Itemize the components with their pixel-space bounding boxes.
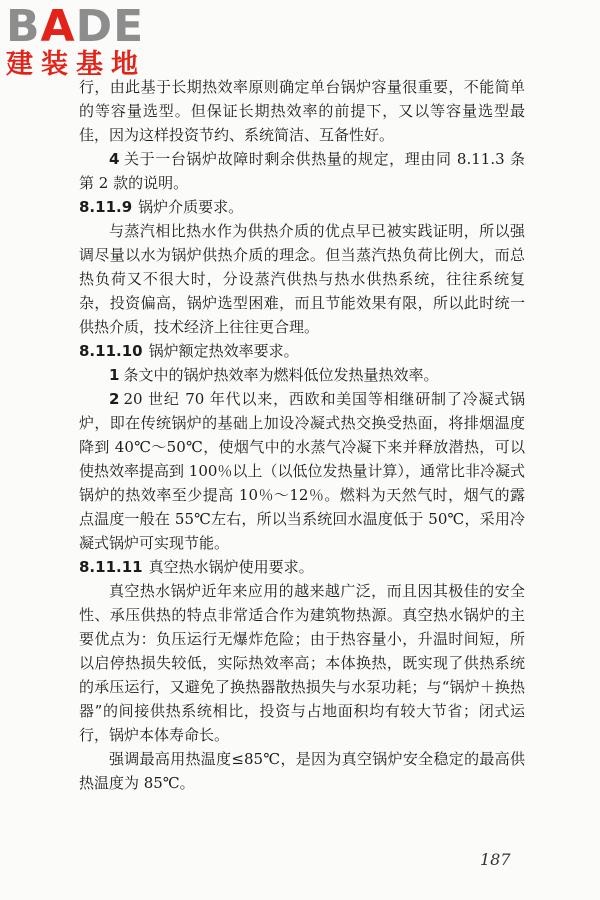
page-number: 187 [480, 850, 511, 869]
logo-letter-a: A [40, 1, 76, 52]
paragraph-continued: 行，由此基于长期热效率原则确定单台锅炉容量很重要，不能简单的等容量选型。但保证长期热效率的前提下，又以等容量选型最佳，因为这样投资节约、系统简洁、互备性好。 [79, 78, 525, 144]
item-text: 条文中的锅炉热效率为燃料低位发热量热效率。 [123, 366, 439, 384]
item-number: 2 [109, 390, 120, 408]
section-heading-8-11-9 [79, 195, 525, 219]
paragraph-item-1 [79, 363, 525, 387]
item-number: 1 [109, 366, 120, 384]
section-heading-8-11-11 [79, 555, 525, 579]
item-number: 4 [109, 150, 120, 168]
item-text: 20 世纪 70 年代以来，西欧和美国等相继研制了冷凝式锅炉，即在传统锅炉的基础上加设冷凝式热交换受热面，将排烟温度降到 40℃～50℃，使烟气中的水蒸气冷凝下来并释放潜热，可以使热效率提高到 100％以上（以低位发热量计算），通常比非冷凝式锅炉的热效率至少提高 10％～12％。燃料为天然气时，烟气的露点温度一般在 55℃左右，所以当系统回水温度低于 50℃，采用冷凝式锅炉可实现节能。 [79, 390, 525, 552]
logo [6, 1, 176, 80]
section-number: 8.11.9 [79, 198, 133, 216]
logo-letters-de: DE [75, 1, 145, 52]
item-text: 关于一台锅炉故障时剩余供热量的规定，理由同 8.11.3 条第 2 款的说明。 [79, 150, 525, 192]
paragraph-vacuum-boiler: 真空热水锅炉近年来应用的越来越广泛，而且因其极佳的安全性、承压供热的特点非常适合作为建筑物热源。真空热水锅炉的主要优点为：负压运行无爆炸危险；由于热容量小，升温时间短，所以启停热损失较低，实际热效率高；本体换热，既实现了供热系统的承压运行，又避免了换热器散热损失与水泵功耗；与“锅炉＋换热器”的间接供热系统相比，投资与占地面积均有较大节省；闭式运行，锅炉本体寿命长。 [79, 582, 525, 744]
section-title: 真空热水锅炉使用要求。 [148, 558, 314, 576]
logo-letter-b: B [6, 1, 41, 52]
section-number: 8.11.10 [79, 342, 143, 360]
paragraph-max-temperature: 强调最高用热温度≤85℃，是因为真空锅炉安全稳定的最高供热温度为 85℃。 [79, 750, 525, 792]
page-content [79, 75, 525, 795]
section-title: 锅炉介质要求。 [138, 198, 244, 216]
logo-subtitle: 建装基地 [6, 49, 146, 80]
section-title: 锅炉额定热效率要求。 [148, 342, 299, 360]
section-heading-8-11-10 [79, 339, 525, 363]
logo-wordmark [6, 1, 176, 52]
paragraph-item-2 [79, 387, 525, 555]
section-number: 8.11.11 [79, 558, 143, 576]
paragraph-medium: 与蒸汽相比热水作为供热介质的优点早已被实践证明，所以强调尽量以水为锅炉供热介质的理念。但当蒸汽热负荷比例大，而总热负荷又不很大时，分设蒸汽供热与热水供热系统，往往系统复杂，投资偏高，锅炉选型困难，而且节能效果有限，所以此时统一供热介质，技术经济上往往更合理。 [79, 222, 525, 336]
paragraph-item-4 [79, 147, 525, 195]
